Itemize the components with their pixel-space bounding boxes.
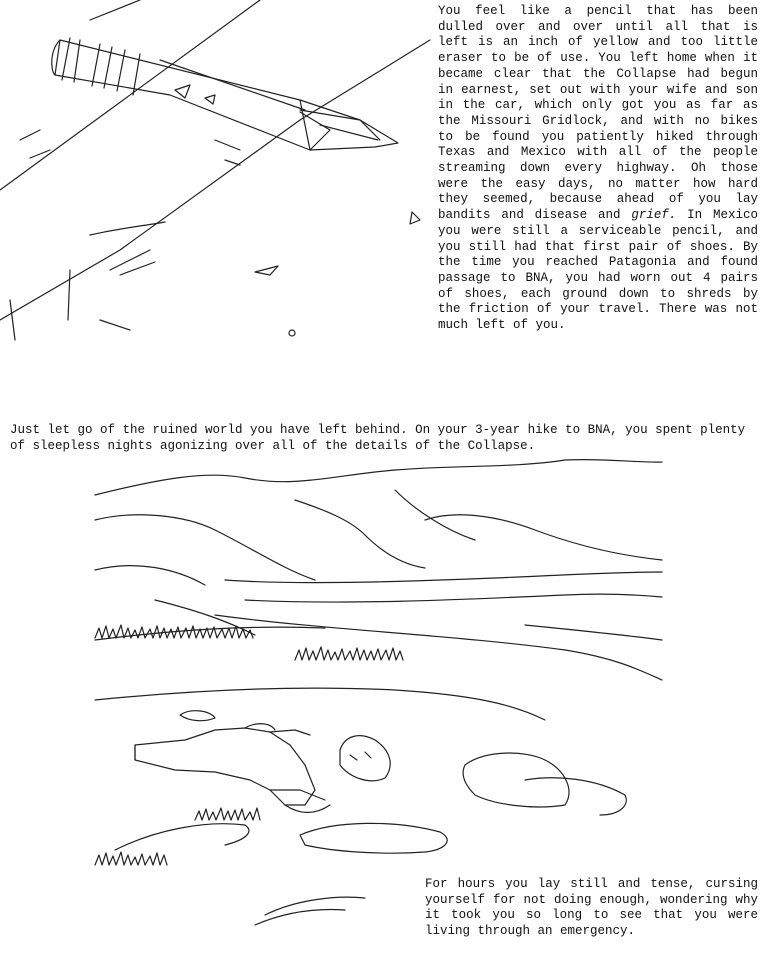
paragraph-pencil (438, 4, 758, 334)
paragraph-pencil-text-end: In Mexico you were still a serviceable pencil, and you still had that first pair of shoes. By the time you reached Patagonia and found passage to BNA, you had worn out 4 pairs of shoes, each ground down to shreds by the friction of your travel. There was not much left of you. (438, 208, 759, 333)
paragraph-hours: For hours you lay still and tense, cursing yourself for not doing enough, wondering why it took you so long to see that you were living through an emergency. (425, 877, 758, 939)
paragraph-pencil-text: You feel like a pencil that has been dulled over and over until all that is left is an inch of yellow and too little eraser to be of use. You left home when it became clear that the Collapse had begun in earnest, set out with your wife and son in the car, which only got you as far as the Missouri Gridlock, and with no bikes to be found you patiently hiked through Texas and Mexico with all of the people streaming down every highway. Oh those were the easy days, no matter how hard they seemed, because ahead of you lay bandits and disease and (438, 4, 758, 223)
paragraph-let-go: Just let go of the ruined world you have left behind. On your 3-year hike to BNA, you spent plenty of sleepless nights agonizing over all of the details of the Collapse. (10, 423, 746, 453)
grief-word: grief. (631, 208, 677, 223)
pencil-stub-illustration (0, 0, 430, 345)
valley-illustration (95, 460, 665, 930)
